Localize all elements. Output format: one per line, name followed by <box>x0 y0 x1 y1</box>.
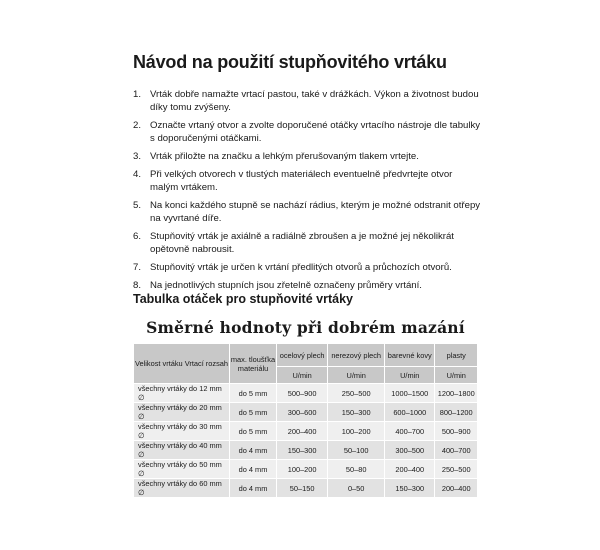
table-row <box>134 460 477 478</box>
header-unit: U/min <box>328 367 384 383</box>
table-row <box>134 403 477 421</box>
cell-size: všechny vrtáky do 12 mm ∅ <box>134 384 229 402</box>
header-material: barevné kovy <box>385 344 434 366</box>
header-size: Velikost vrtáku Vrtací rozsah <box>134 344 229 383</box>
cell-size: všechny vrtáky do 50 mm ∅ <box>134 460 229 478</box>
step-number: 8. <box>133 280 142 291</box>
table-row <box>134 384 477 402</box>
list-item <box>133 119 483 145</box>
header-unit: U/min <box>435 367 477 383</box>
table-row <box>134 441 477 459</box>
cell-value: 50–100 <box>328 441 384 459</box>
list-item <box>133 230 483 256</box>
list-item <box>133 88 483 114</box>
cell-value: 400–700 <box>385 422 434 440</box>
cell-value: 600–1000 <box>385 403 434 421</box>
section-heading: Tabulka otáček pro stupňovité vrtáky <box>133 292 353 306</box>
step-number: 1. <box>133 89 142 100</box>
cell-size: všechny vrtáky do 20 mm ∅ <box>134 403 229 421</box>
cell-value: 800–1200 <box>435 403 477 421</box>
list-item <box>133 150 483 163</box>
step-number: 3. <box>133 151 142 162</box>
cell-size: všechny vrtáky do 60 mm ∅ <box>134 479 229 497</box>
cell-value: 150–300 <box>328 403 384 421</box>
table-title: Směrné hodnoty při dobrém mazání <box>146 318 465 337</box>
header-thickness: max. tloušťka materiálu <box>230 344 276 383</box>
step-text: Stupňovitý vrták je axiálně a radiálně zbroušen a je možné jej několikrát opětovně nabrousit. <box>150 231 454 255</box>
cell-value: 150–300 <box>277 441 327 459</box>
list-item <box>133 168 483 194</box>
step-text: Na konci každého stupně se nachází rádius, kterým je možné odstranit otřepy na vyvrtané díře. <box>150 200 481 224</box>
cell-value: 100–200 <box>277 460 327 478</box>
step-text: Při velkých otvorech v tlustých materiálech eventuelně předvrtejte otvor malým vrtákem. <box>150 169 453 193</box>
step-number: 6. <box>133 231 142 242</box>
list-item <box>133 199 483 225</box>
step-number: 7. <box>133 262 142 273</box>
header-material: nerezový plech <box>328 344 384 366</box>
step-text: Stupňovitý vrták je určen k vrtání předlitých otvorů a průchozích otvorů. <box>150 262 452 273</box>
instruction-list <box>133 88 483 297</box>
cell-value: 500–900 <box>277 384 327 402</box>
cell-value: 150–300 <box>385 479 434 497</box>
cell-value: 250–500 <box>435 460 477 478</box>
list-item <box>133 279 483 292</box>
cell-value: 100–200 <box>328 422 384 440</box>
cell-thickness: do 4 mm <box>230 441 276 459</box>
step-text: Vrták přiložte na značku a lehkým přerušovaným tlakem vrtejte. <box>150 151 419 162</box>
step-number: 2. <box>133 120 142 131</box>
page-title: Návod na použití stupňovitého vrtáku <box>133 52 447 72</box>
header-material: plasty <box>435 344 477 366</box>
rpm-table <box>133 343 478 498</box>
cell-value: 300–500 <box>385 441 434 459</box>
cell-value: 200–400 <box>277 422 327 440</box>
cell-value: 1200–1800 <box>435 384 477 402</box>
cell-thickness: do 5 mm <box>230 384 276 402</box>
header-unit: U/min <box>385 367 434 383</box>
cell-value: 500–900 <box>435 422 477 440</box>
step-number: 4. <box>133 169 142 180</box>
step-number: 5. <box>133 200 142 211</box>
step-text: Vrták dobře namažte vrtací pastou, také v drážkách. Výkon a životnost budou díky tomu zvýšeny. <box>150 89 479 113</box>
cell-value: 50–80 <box>328 460 384 478</box>
cell-value: 200–400 <box>435 479 477 497</box>
header-unit: U/min <box>277 367 327 383</box>
table-row <box>134 422 477 440</box>
cell-thickness: do 5 mm <box>230 422 276 440</box>
cell-value: 50–150 <box>277 479 327 497</box>
list-item <box>133 261 483 274</box>
cell-value: 250–500 <box>328 384 384 402</box>
table-header-row <box>134 344 477 366</box>
cell-thickness: do 5 mm <box>230 403 276 421</box>
cell-value: 400–700 <box>435 441 477 459</box>
cell-thickness: do 4 mm <box>230 460 276 478</box>
cell-size: všechny vrtáky do 30 mm ∅ <box>134 422 229 440</box>
header-material: ocelový plech <box>277 344 327 366</box>
cell-size: všechny vrtáky do 40 mm ∅ <box>134 441 229 459</box>
cell-value: 300–600 <box>277 403 327 421</box>
cell-value: 0–50 <box>328 479 384 497</box>
cell-thickness: do 4 mm <box>230 479 276 497</box>
cell-value: 200–400 <box>385 460 434 478</box>
cell-value: 1000–1500 <box>385 384 434 402</box>
table-row <box>134 479 477 497</box>
step-text: Na jednotlivých stupních jsou zřetelně označeny průměry vrtání. <box>150 280 422 291</box>
step-text: Označte vrtaný otvor a zvolte doporučené otáčky vrtacího nástroje dle tabulky s doporučenými otáčkami. <box>150 120 481 144</box>
